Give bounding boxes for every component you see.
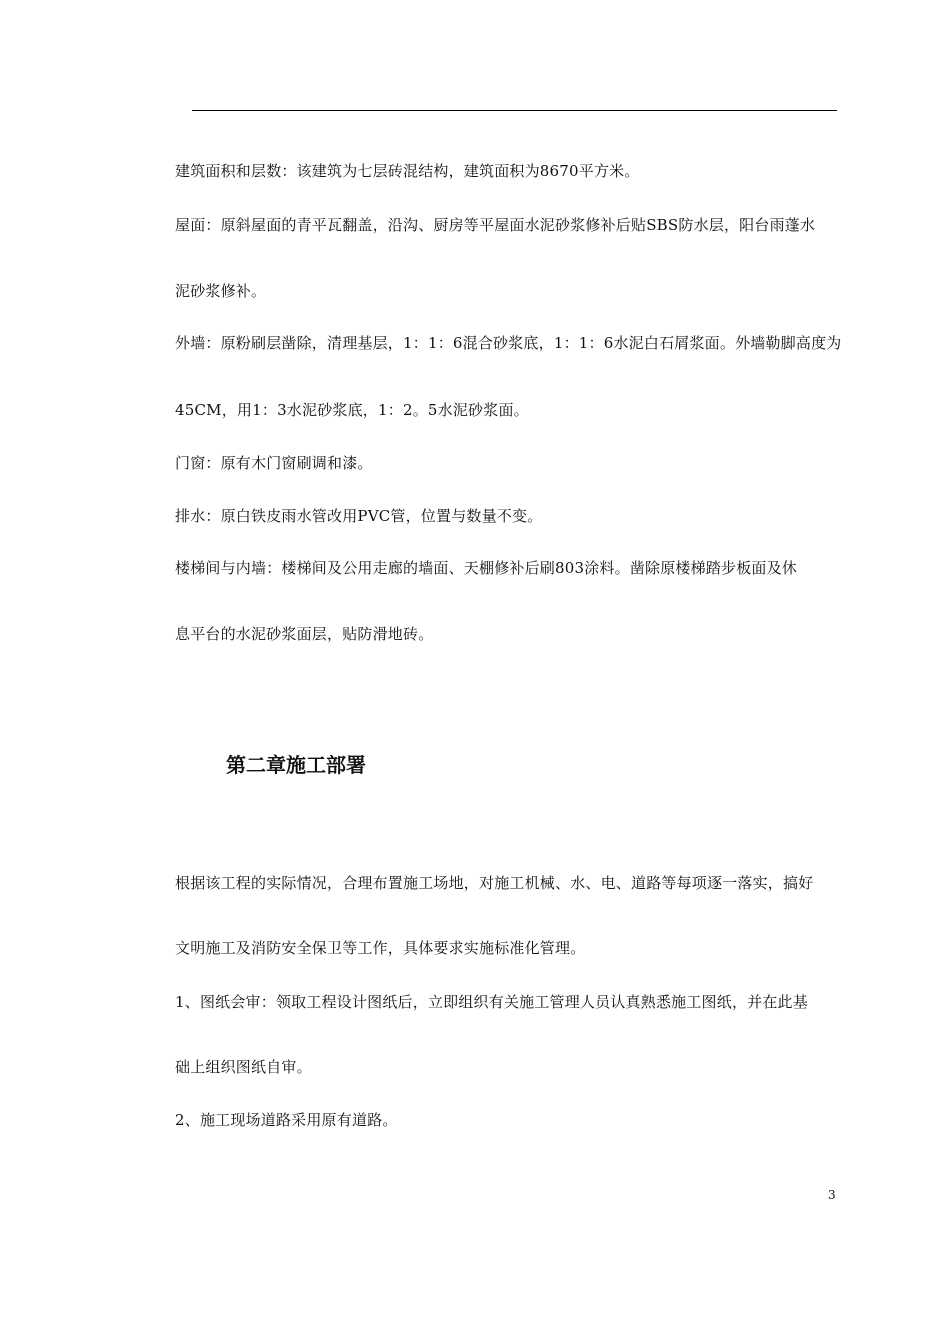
paragraph-drawing-review-line-1: 1、图纸会审：领取工程设计图纸后，立即组织有关施工管理人员认真熟悉施工图纸，并在此基 [175,993,808,1011]
paragraph-floor-area: 建筑面积和层数：该建筑为七层砖混结构，建筑面积为8670平方米。 [175,162,640,180]
paragraph-doors-windows: 门窗：原有木门窗刷调和漆。 [175,454,373,472]
paragraph-deployment-line-1: 根据该工程的实际情况，合理布置施工场地，对施工机械、水、电、道路等每项逐一落实，搞好 [175,874,814,892]
chapter-heading: 第二章施工部署 [226,753,366,777]
paragraph-drawing-review-line-2: 础上组织图纸自审。 [175,1058,312,1076]
header-rule [192,110,837,111]
paragraph-stairwell-line-1: 楼梯间与内墙：楼梯间及公用走廊的墙面、天棚修补后刷803涂料。凿除原楼梯踏步板面及休 [175,559,798,577]
paragraph-deployment-line-2: 文明施工及消防安全保卫等工作，具体要求实施标准化管理。 [175,939,586,957]
paragraph-roof-line-1: 屋面：原斜屋面的青平瓦翻盖，沿沟、厨房等平屋面水泥砂浆修补后贴SBS防水层，阳台雨蓬水 [175,216,816,234]
page-number: 3 [828,1188,836,1202]
paragraph-drainage: 排水：原白铁皮雨水管改用PVC管，位置与数量不变。 [175,507,543,525]
paragraph-stairwell-line-2: 息平台的水泥砂浆面层，贴防滑地砖。 [175,625,434,643]
paragraph-exterior-wall-line-2: 45CM，用1：3水泥砂浆底，1：2。5水泥砂浆面。 [175,401,529,419]
paragraph-roof-line-2: 泥砂浆修补。 [175,282,267,300]
paragraph-exterior-wall-line-1: 外墙：原粉刷层凿除，清理基层，1：1：6混合砂浆底，1：1：6水泥白石屑浆面。外墙勒脚高度为 [175,334,842,352]
paragraph-site-roads: 2、施工现场道路采用原有道路。 [175,1111,398,1129]
